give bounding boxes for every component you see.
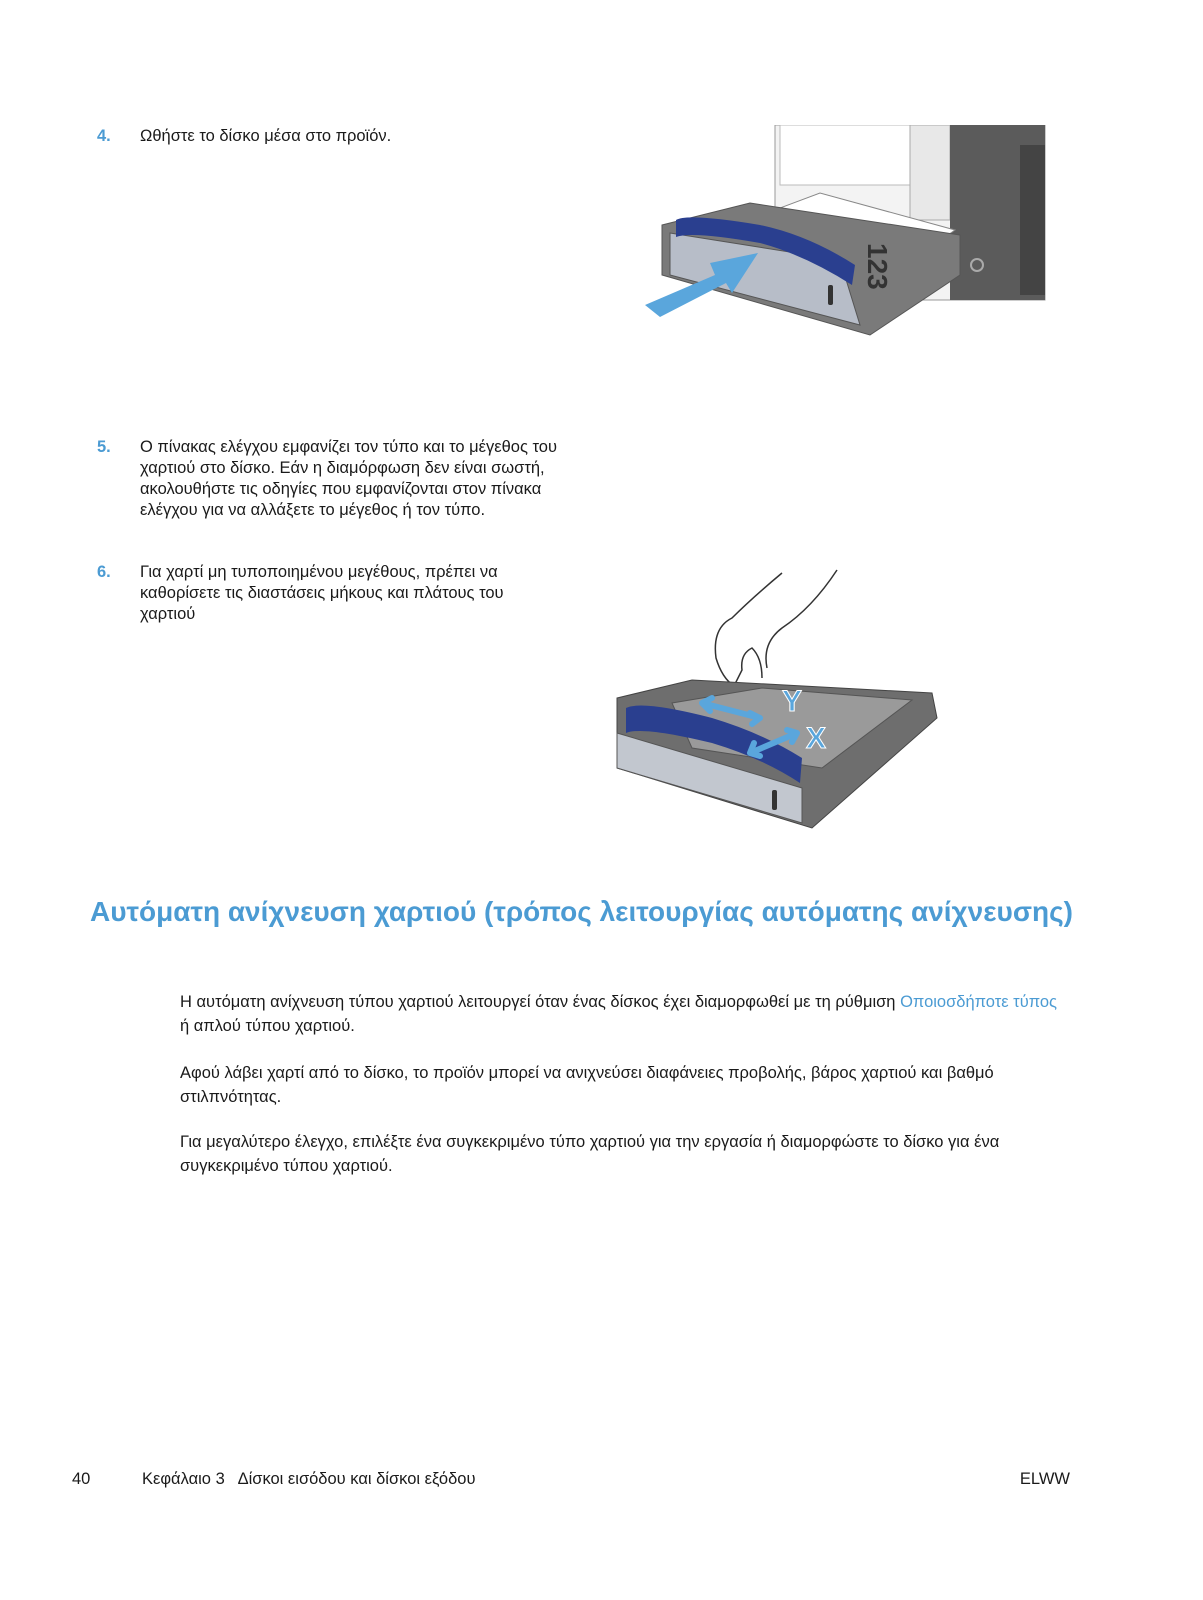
axis-y-label: Y — [782, 685, 803, 718]
step-text: Για χαρτί μη τυποποιημένου μεγέθους, πρέπει να καθορίσετε τις διαστάσεις μήκους και πλάτους του χαρτιού — [140, 563, 504, 623]
adjust-guides-illustration — [612, 568, 947, 833]
step-number: 6. — [97, 563, 111, 581]
document-code: ELWW — [1019, 1470, 1070, 1488]
setting-link[interactable]: Οποιοσδήποτε τύπος — [900, 993, 1057, 1011]
step-text: Ο πίνακας ελέγχου εμφανίζει τον τύπο και το μέγεθος του χαρτιού στο δίσκο. Εάν η διαμόρφωση δεν είναι σωστή, ακολουθήστε τις οδηγίες που εμφανίζονται στον πίνακα ελέγχου για να αλλάξετε το μέγεθος ή τον τύπο. — [140, 438, 557, 519]
hand-icon — [715, 573, 782, 686]
step-number: 4. — [97, 127, 111, 145]
paragraph-detection: Αφού λάβει χαρτί από το δίσκο, το προϊόν μπορεί να ανιχνεύσει διαφάνειες προβολής, βάρος χαρτιού και βαθμό στιλπνότητας. — [180, 1064, 994, 1106]
step-text: Ωθήστε το δίσκο μέσα στο προϊόν. — [140, 127, 392, 145]
paragraph-auto-sense — [180, 990, 1070, 1038]
step-number: 5. — [97, 438, 111, 456]
paragraph-text: Η αυτόματη ανίχνευση τύπου χαρτιού λειτουργεί όταν ένας δίσκος έχει διαμορφωθεί με τη ρύθμιση — [180, 993, 901, 1011]
paragraph-control: Για μεγαλύτερο έλεγχο, επιλέξτε ένα συγκεκριμένο τύπο χαρτιού για την εργασία ή διαμορφώστε το δίσκο για ένα συγκεκριμένο τύπου χαρτιού. — [180, 1133, 1000, 1175]
push-tray-illustration — [640, 125, 1050, 340]
section-heading: Αυτόματη ανίχνευση χαρτιού (τρόπος λειτουργίας αυτόματης ανίχνευσης) — [90, 896, 1073, 927]
chapter-title: Κεφάλαιο 3 Δίσκοι εισόδου και δίσκοι εξόδου — [142, 1470, 476, 1488]
paper-label: 123 — [862, 243, 893, 290]
axis-x-label: X — [806, 722, 827, 755]
paragraph-text: ή απλού τύπου χαρτιού. — [180, 1017, 355, 1035]
page-number: 40 — [72, 1470, 91, 1488]
